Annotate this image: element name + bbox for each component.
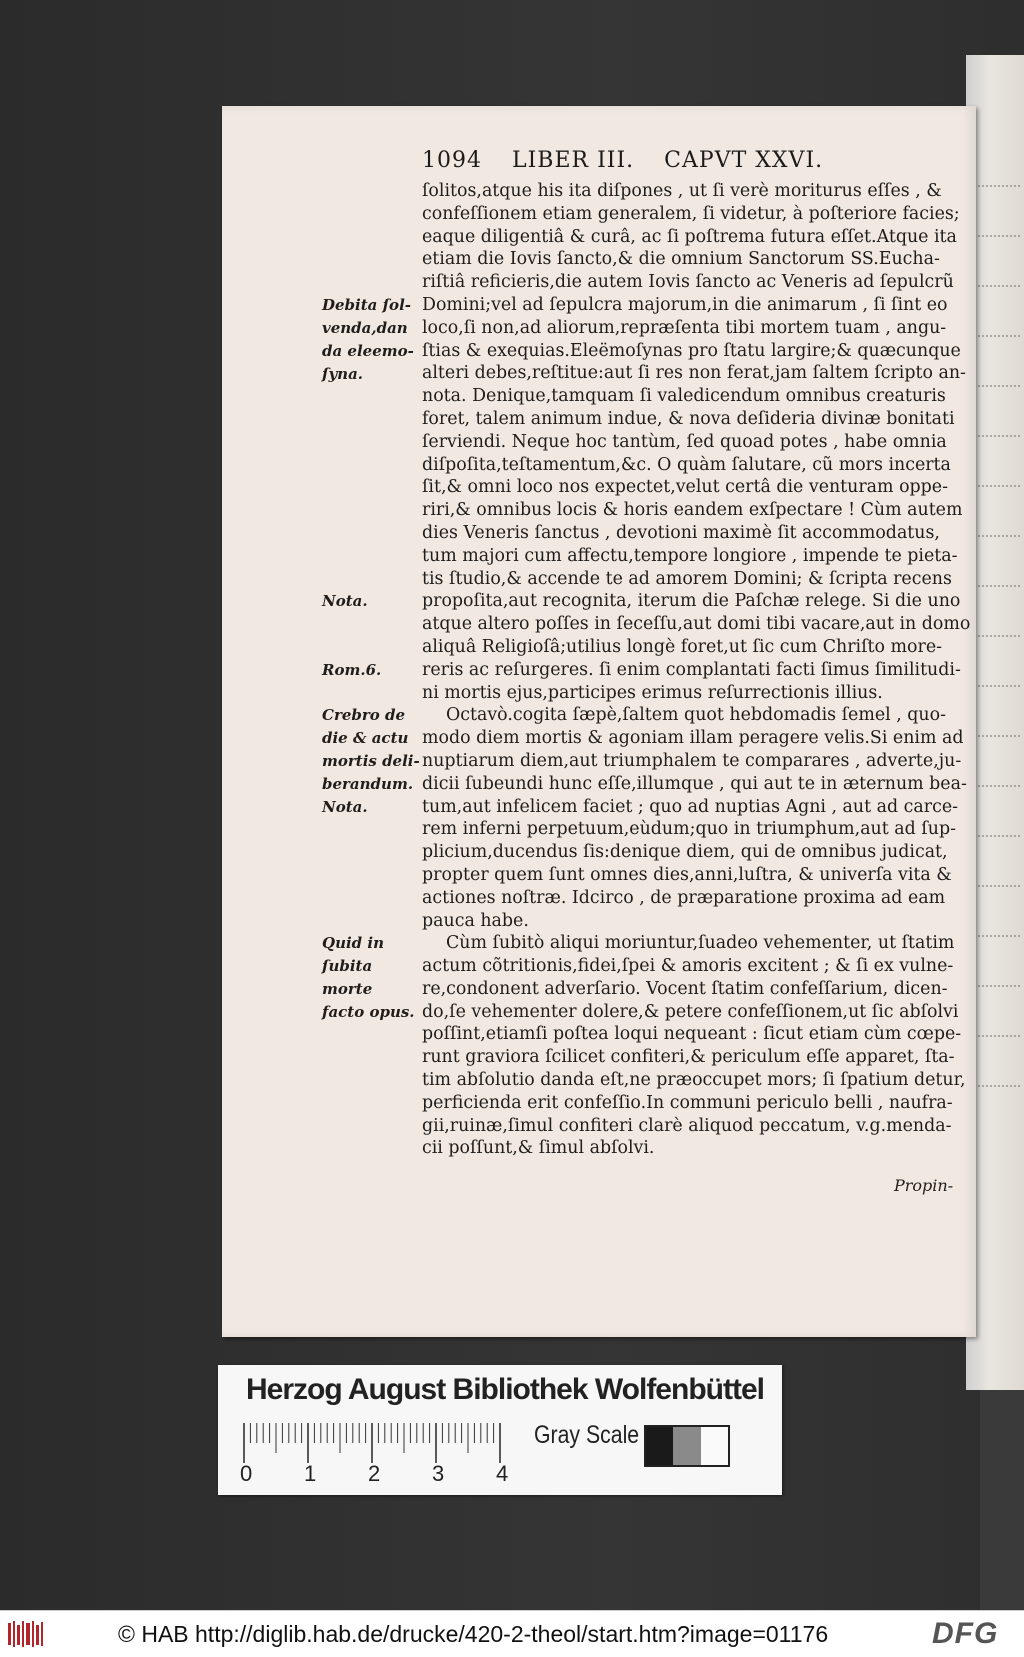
- catchword: Propin-: [894, 1176, 954, 1195]
- text-line: nuptiarum diem,aut triumphalem te comparares , adverte,ju-: [422, 750, 962, 771]
- text-line: cii poſſunt,& ſimul abſolvi.: [422, 1138, 655, 1159]
- text-line: Domini;vel ad ſepulcra majorum,in die animarum , ſi ſint eo: [422, 294, 948, 315]
- text-line: diſpoſita,teſtamentum,&c. O quàm ſalutare, cũ mors incerta: [422, 454, 951, 475]
- text-line: do,ſe vehementer dolere,& petere confeſſionem,ut ſic abſolvi: [422, 1001, 959, 1022]
- library-name: Herzog August Bibliothek Wolfenbüttel: [246, 1373, 764, 1406]
- ruler-number: 4: [496, 1461, 509, 1486]
- text-line: re,condonent adverſario. Vocent ſtatim confeſſarium, dicen-: [422, 978, 948, 999]
- body-text: [422, 180, 971, 1160]
- text-line: aliquâ Religioſâ;utilius longè foret,ut ſic cum Chriſto more-: [422, 636, 942, 657]
- margin-note-line: ſyna.: [322, 365, 364, 383]
- margin-note-line: facto opus.: [322, 1003, 415, 1022]
- text-line: ſtias & exequias.Eleëmoſynas pro ſtatu largire;& quæcunque: [422, 340, 961, 361]
- margin-note: [322, 704, 424, 819]
- dfg-logo: DFG: [932, 1617, 999, 1650]
- text-line: riri,& omnibus locis & horis eandem exſpectare ! Cùm autem: [422, 500, 963, 521]
- margin-note-line: Nota.: [322, 592, 368, 611]
- header-caput: CAPVT XXVI.: [664, 148, 824, 173]
- text-line: perficienda erit confeſſio.In communi periculo belli , naufra-: [422, 1092, 953, 1113]
- text-line: tum,aut infelicem faciet ; quo ad nuptias Agni , aut ad carce-: [422, 796, 959, 817]
- book-page: [222, 106, 976, 1337]
- margin-note-line: mortis deli-: [322, 752, 420, 771]
- text-line: tis ſtudio,& accende te ad amorem Domini; & ſcripta recens: [422, 568, 952, 589]
- text-line: reris ac reſurgeres. ſi enim complantati facti ſimus ſimilitudi-: [422, 659, 961, 680]
- text-line: actiones noſtræ. Idcirco , de præparatione proxima ad eam: [422, 887, 946, 908]
- margin-note-line: Debita ſol-: [322, 296, 411, 314]
- text-line: poſſint,etiamſi poſtea loqui nequeant : ſicut etiam cùm cœpe-: [422, 1024, 962, 1045]
- margin-note-line: venda,dan: [322, 319, 408, 337]
- text-line: confeſſionem etiam generalem, ſi videtur, à poſteriore facies;: [422, 203, 960, 224]
- gray-scale-swatch: [644, 1425, 730, 1467]
- ruler-number: 1: [304, 1461, 317, 1486]
- hab-barcode-logo-icon: [6, 1619, 46, 1649]
- text-line: loco,ſi non,ad aliorum,repræſenta tibi mortem tuam , angu-: [422, 317, 947, 338]
- text-line: etiam die Iovis ſancto,& die omnium Sanctorum SS.Eucha-: [422, 249, 940, 270]
- text-line: atque altero poſſes in ſeceſſu,aut domi tibi vacare,aut in domo: [422, 614, 971, 635]
- margin-note: [322, 932, 424, 1024]
- text-line: pauca habe.: [422, 910, 529, 931]
- text-line: eaque diligentiâ & curâ, ac ſi poſtrema futura eſſet.Atque ita: [422, 226, 957, 247]
- margin-note-line: Crebro de: [322, 706, 406, 725]
- color-calibration-card: [218, 1365, 782, 1495]
- text-line: propoſita,aut recognita, iterum die Paſchæ relege. Si die uno: [422, 591, 961, 612]
- margin-note-line: Rom.6.: [322, 660, 382, 679]
- text-line: plicium,ducendus ſis:denique diem, qui de omnibus judicat,: [422, 842, 948, 863]
- margin-note: [322, 294, 424, 386]
- margin-note-line: Nota.: [322, 798, 368, 817]
- text-line: foret, talem animum indue, & nova deſideria divinæ bonitati: [422, 408, 955, 429]
- text-line: dicii ſubeundi hunc eſſe,illumque , qui aut te in æternum bea-: [422, 773, 967, 794]
- running-header: [422, 148, 942, 184]
- margin-note-line: ſubita morte: [322, 957, 373, 999]
- gray-swatch-dark: [646, 1427, 673, 1465]
- margin-note: [322, 659, 424, 682]
- margin-note-line: Quid in: [322, 934, 384, 953]
- text-line: nota. Denique,tamquam ſi valedicendum omnibus creaturis: [422, 386, 946, 407]
- text-line: ſolitos,atque his ita diſpones , ut ſi verè moriturus eſſes , &: [422, 181, 942, 201]
- margin-note-line: die & actu: [322, 729, 409, 748]
- margin-note-line: berandum.: [322, 775, 414, 794]
- gray-scale-label: Gray Scale: [534, 1421, 640, 1449]
- page-number: 1094: [422, 148, 482, 173]
- ruler-number: 0: [240, 1461, 253, 1486]
- text-line: actum cõtritionis,fidei,ſpei & amoris excitent ; & ſi ex vulne-: [422, 956, 954, 977]
- text-line: ni mortis ejus,participes erimus reſurrectionis illius.: [422, 682, 883, 703]
- text-line: alteri debes,reſtitue:aut ſi res non ferat,jam ſaltem ſcripto an-: [422, 363, 966, 384]
- text-line: Cùm ſubitò aliqui moriuntur,ſuadeo vehementer, ut ſtatim: [446, 933, 955, 954]
- text-line: modo diem mortis & agoniam illam peragere velis.Si enim ad: [422, 728, 964, 749]
- gray-swatch-light: [701, 1427, 728, 1465]
- text-line: gii,ruinæ,ſimul confiteri clarè aliquod peccatum, v.g.menda-: [422, 1115, 952, 1136]
- margin-note: [322, 590, 424, 613]
- text-line: runt graviora ſcilicet confiteri,& periculum eſſe apparet, ſta-: [422, 1047, 955, 1068]
- scanner-edge: [980, 1390, 1024, 1610]
- text-line: tum majori cum affectu,tempore longiore , impende te pieta-: [422, 545, 958, 566]
- gray-swatch-mid: [673, 1427, 700, 1465]
- header-liber: LIBER III.: [512, 148, 635, 173]
- copyright-url[interactable]: © HAB http://diglib.hab.de/drucke/420-2-theol/start.htm?image=01176: [118, 1621, 829, 1647]
- ruler-number: 3: [432, 1461, 445, 1486]
- text-line: rem inferni perpetuum,eùdum;quo in triumphum,aut ad ſup-: [422, 819, 956, 840]
- text-line: dies Veneris ſanctus , devotioni maximè ſit accommodatus,: [422, 522, 940, 543]
- text-line: ſit,& omni loco nos expectet,velut certâ die venturam oppe-: [422, 477, 948, 498]
- footer-bar: [0, 1610, 1024, 1657]
- ruler-number: 2: [368, 1461, 381, 1486]
- text-line: tim abſolutio danda eſt,ne præoccupet mors; ſi ſpatium detur,: [422, 1070, 966, 1091]
- text-line: ſerviendi. Neque hoc tantùm, ſed quoad potes , habe omnia: [422, 431, 947, 452]
- text-line: riſtiâ reficieris,die autem Iovis ſancto ac Veneris ad ſepulcrũ: [422, 272, 954, 293]
- text-line: Octavò.cogita ſæpè,ſaltem quot hebdomadis ſemel , quo-: [446, 705, 946, 726]
- margin-note-line: da eleemo-: [322, 342, 414, 360]
- text-line: propter quem ſunt omnes dies,anni,luſtra, & univerſa vita &: [422, 864, 952, 885]
